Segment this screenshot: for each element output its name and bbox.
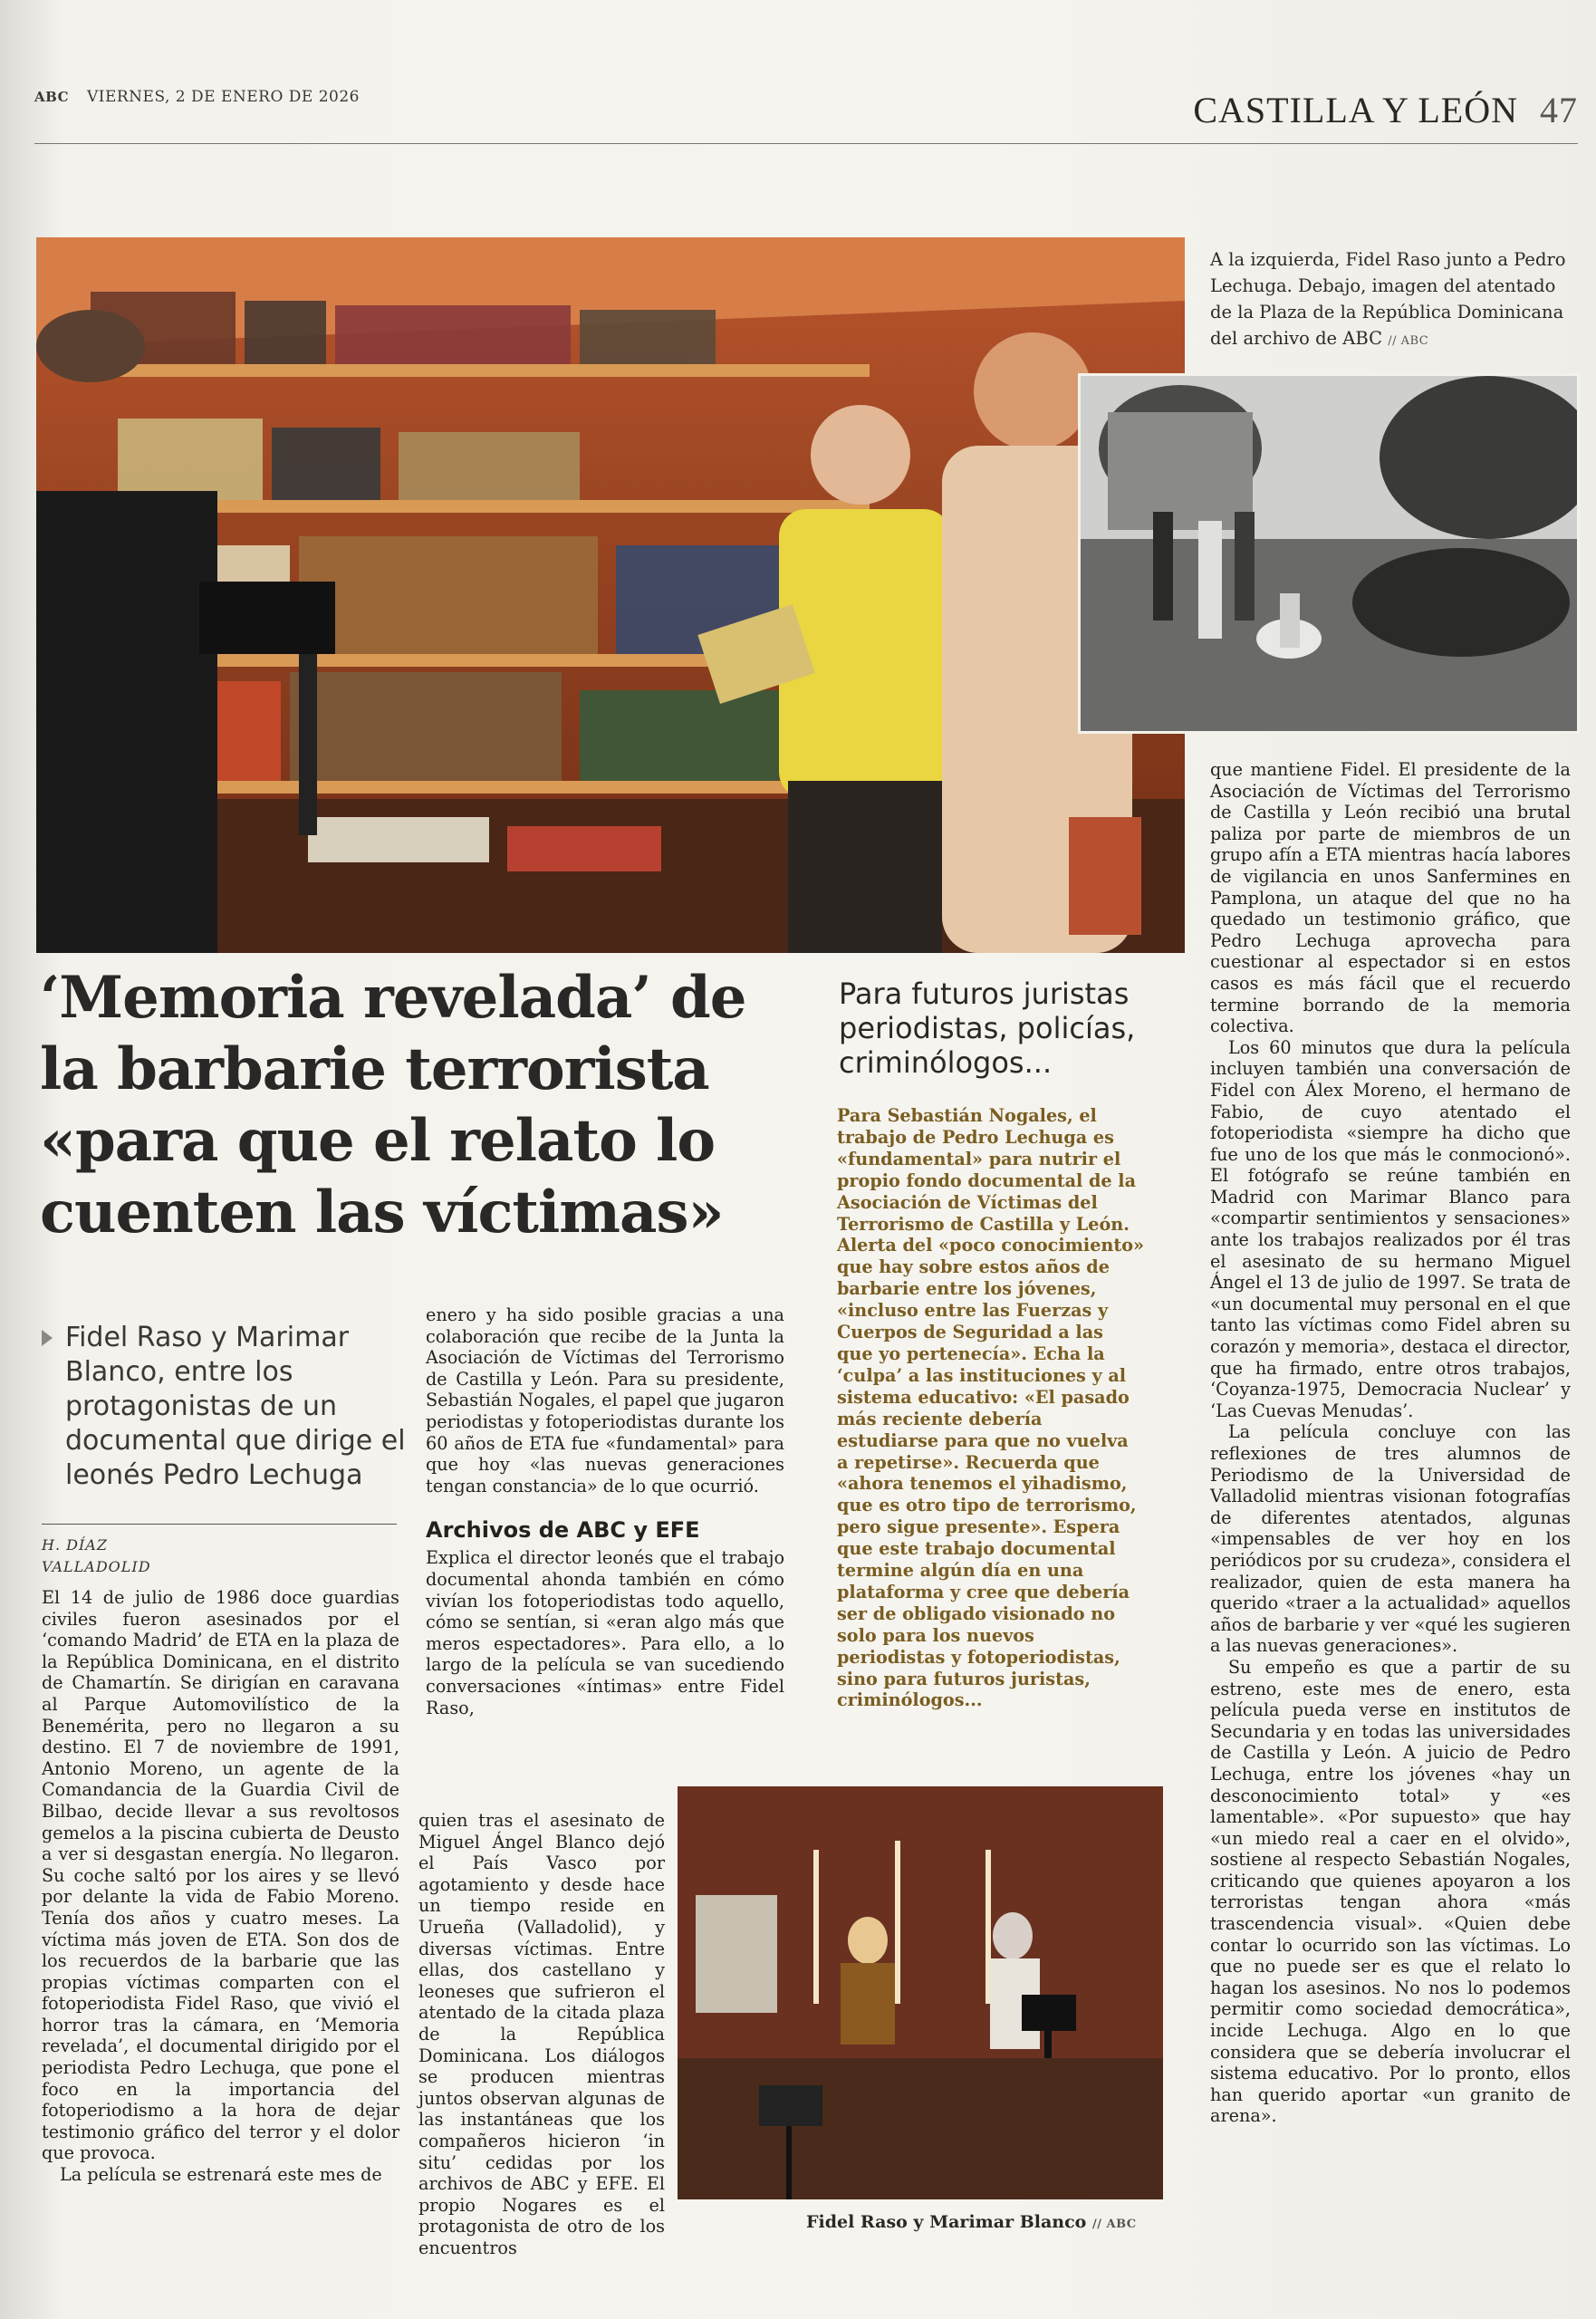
newspaper-logo: ABC bbox=[34, 89, 70, 105]
page-header-right bbox=[1193, 89, 1578, 131]
article-column-2-continued bbox=[418, 1810, 665, 2258]
bottom-photo-caption bbox=[806, 2212, 1137, 2232]
byline-author: H. DÍAZ bbox=[42, 1536, 108, 1554]
subheadline: Fidel Raso y Marimar Blanco, entre los protagonistas de un documental que dirige el leonés Pedro Lechuga bbox=[65, 1322, 406, 1491]
body-paragraph: La película concluye con las reflexiones de tres alumnos de Periodismo de la Universidad de Valladolid mientras visionan fotografías de diferentes atentados, algunas «impensables de ver hoy en los periódicos por su crudeza», considera el realizador, quien de esta manera ha querido «traer a la actualidad» aquellos años de barbarie y ver «qué les sugieren a las nuevas generaciones». bbox=[1210, 1421, 1571, 1657]
body-paragraph: Explica el director leonés que el trabajo documental ahonda también en cómo vivían los fotoperiodistas todo aquello, cómo se sentían, si «eran algo más que meros espectadores». Para ello, a lo largo de la película se van sucediendo conversaciones «íntimas» entre Fidel Raso, bbox=[426, 1547, 784, 1718]
header-divider bbox=[34, 143, 1578, 144]
sidebar-title: Para futuros juristas periodistas, policías, criminólogos... bbox=[839, 977, 1136, 1080]
body-paragraph: Los 60 minutos que dura la película incluyen también una conversación de Fidel con Álex Moreno, el hermano de Fabio, de cuyo atentado el fotoperiodista «siempre ha dicho que fue uno de los que más le conmocionó». El fotógrafo se reúne también en Madrid con Marimar Blanco para «compartir sentimientos y sensaciones» ante los trabajos realizados por él tras el asesinato de su hermano Miguel Ángel el 13 de julio de 1997. Se trata de «un documental muy personal en el que tanto las víctimas como Fidel abren su corazón y memoria», destaca el director, que ha firmado, entre otros trabajos, ‘Coyanza-1975, Democracia Nuclear’ y ‘Las Cuevas Menudas’. bbox=[1210, 1036, 1571, 1421]
body-paragraph: El 14 de julio de 1986 doce guardias civiles fueron asesinados por el ‘comando Madrid’ de ETA en la plaza de la República Dominicana, en el distrito de Chamartín. Se dirigían en caravana al Parque Automovilístico de la Benemérita, pero no llegaron a su destino. El 7 de noviembre de 1991, Antonio Moreno, un agente de la Comandancia de la Guardia Civil de Bilbao, decide llevar a sus revoltosos gemelos a la piscina cubierta de Deusto a ver si desgastan energía. No llegaron. Su coche saltó por los aires y se llevó por delante la vida de Fabio Moreno. Tenía dos años y cuatro meses. La víctima más joven de ETA. Son dos de los recuerdos de la barbarie que las propias víctimas comparten con el fotoperiodista Fidel Raso, que vivió el horror tras la cámara, en ‘Memoria revelada’, el documental dirigido por el periodista Pedro Lechuga, que pone el foco en la importancia del fotoperiodismo a la hora de dejar testimonio gráfico del terror y el dolor que provoca. bbox=[42, 1587, 399, 2164]
article-column-3 bbox=[1210, 759, 1571, 2127]
article-column-2 bbox=[426, 1304, 784, 1718]
article-column-1 bbox=[42, 1587, 399, 2186]
page-number: 47 bbox=[1540, 90, 1578, 130]
sidebar-text: Para Sebastián Nogales, el trabajo de Pedro Lechuga es «fundamental» para nutrir el propio fondo documental de la Asociación de Víctimas del Terrorismo de Castilla y León. Alerta del «poco conocimiento» que hay sobre estos años de barbarie entre los jóvenes, «incluso entre las Fuerzas y Cuerpos de Seguridad a las que yo pertenecía». Echa la ‘culpa’ a las instituciones y al sistema educativo: «El pasado más reciente debería estudiarse para que no vuelva a repetirse». Recuerda que «ahora tenemos el yihadismo, que es otro tipo de terrorismo, pero sigue presente». Espera que este trabajo documental termine algún día en una plataforma y cree que debería ser de obligado visionado no solo para los nuevos periodistas y fotoperiodistas, sino para futuros juristas, criminólogos... bbox=[837, 1105, 1145, 1711]
body-paragraph: enero y ha sido posible gracias a una colaboración que recibe de la Junta la Asociación de Víctimas del Terrorismo de Castilla y León. Para su presidente, Sebastián Nogales, el papel que jugaron periodistas y fotoperiodistas durante los 60 años de ETA fue «fundamental» para que hoy «las nuevas generaciones tengan constancia» de lo que ocurrió. bbox=[426, 1304, 784, 1496]
bottom-photo-image bbox=[678, 1786, 1163, 2199]
main-photo-image bbox=[36, 237, 1185, 953]
issue-date: VIERNES, 2 DE ENERO DE 2026 bbox=[86, 88, 360, 106]
page-header-left bbox=[34, 88, 360, 106]
bottom-photo bbox=[678, 1786, 1163, 2199]
top-caption-text: A la izquierda, Fidel Raso junto a Pedro Lechuga. Debajo, imagen del atentado de la Plaza de la República Dominicana del archivo de ABC bbox=[1210, 249, 1566, 349]
bottom-caption-credit: // ABC bbox=[1091, 2218, 1137, 2231]
headline: ‘Memoria revelada’ de la barbarie terrorista «para que el relato lo cuenten las víctimas» bbox=[40, 964, 746, 1246]
body-paragraph: Su empeño es que a partir de su estreno, este mes de enero, esta película pueda verse en institutos de Secundaria y en todas las universidades de Castilla y León. A juicio de Pedro Lechuga, entre los jóvenes «hay un desconocimiento total» y «es lamentable». «Por supuesto» que hay «un miedo real a caer en el olvido», sostiene al respecto Sebastián Nogales, criticando que quienes apoyaron a los terroristas tengan ahora «más trascendencia visual». «Quien debe contar lo ocurrido son las víctimas. Lo que no puede ser es que el relato lo hagan los asesinos. No nos lo podemos permitir como sociedad democrática», incide Lechuga. Algo en lo que considera que se debería involucrar el sistema educativo. Por lo pronto, ellos han querido aportar «un granito de arena». bbox=[1210, 1656, 1571, 2127]
byline bbox=[42, 1535, 151, 1578]
body-paragraph: La película se estrenará este mes de bbox=[60, 2164, 382, 2186]
inset-photo-image bbox=[1081, 376, 1577, 731]
main-photo bbox=[36, 237, 1185, 953]
subheadline-marker-icon bbox=[42, 1330, 53, 1346]
byline-location: VALLADOLID bbox=[42, 1558, 151, 1575]
section-subheading: Archivos de ABC y EFE bbox=[426, 1517, 700, 1544]
bottom-caption-text: Fidel Raso y Marimar Blanco bbox=[806, 2212, 1087, 2232]
body-paragraph: quien tras el asesinato de Miguel Ángel Blanco dejó el País Vasco por agotamiento y desde hace un tiempo reside en Urueña (Valladolid), y diversas víctimas. Entre ellas, dos castellano y leoneses que sufrieron el atentado de la citada plaza de la República Dominicana. Los diálogos se producen mientras juntos observan algunas de las instantáneas que los compañeros hicieron ‘in situ’ cedidas por los archivos de ABC y EFE. El propio Nogares es el protagonista de otro de los encuentros bbox=[418, 1810, 665, 2258]
inset-photo bbox=[1078, 373, 1580, 734]
body-paragraph: que mantiene Fidel. El presidente de la Asociación de Víctimas del Terrorismo de Castilla y León recibió una brutal paliza por parte de miembros de un grupo afín a ETA mientras hacía labores de vigilancia en unos Sanfermines en Pamplona, un ataque del que no ha quedado un testimonio gráfico, que Pedro Lechuga aprovecha para cuestionar al espectador si en estos casos es más fácil que el recuerdo termine borrando de la memoria colectiva. bbox=[1210, 759, 1571, 1037]
byline-divider bbox=[42, 1524, 397, 1525]
sidebar-body bbox=[837, 1105, 1145, 1711]
top-caption-credit: // ABC bbox=[1388, 334, 1429, 348]
section-name: CASTILLA Y LEÓN bbox=[1193, 90, 1518, 130]
top-photo-caption bbox=[1210, 246, 1572, 354]
